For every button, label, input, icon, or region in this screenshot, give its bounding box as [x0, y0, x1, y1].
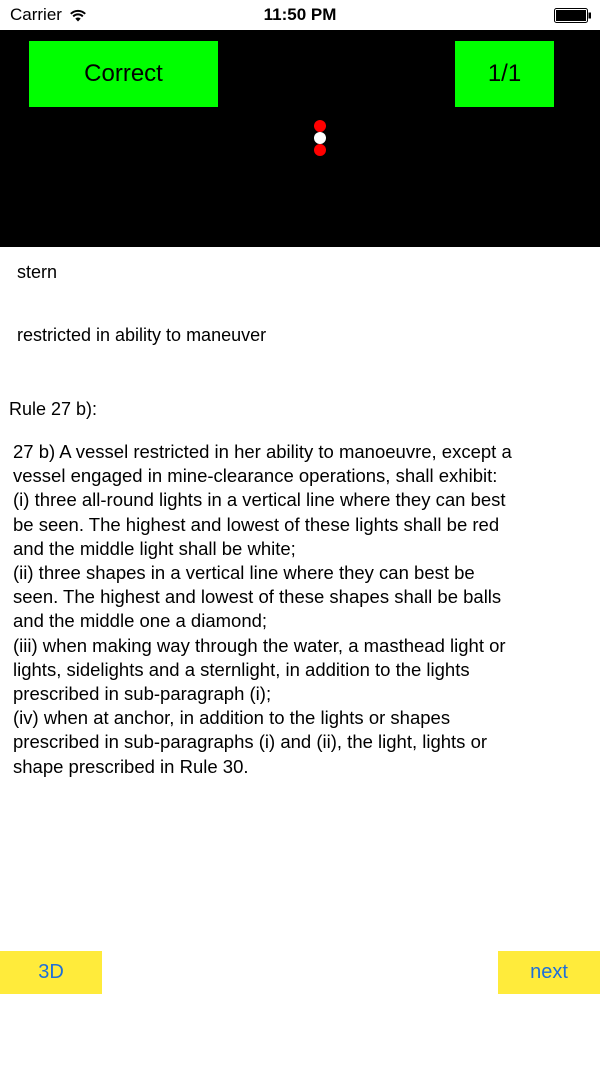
rule-line: prescribed in sub-paragraph (i); [13, 683, 272, 705]
scene-view [0, 30, 600, 247]
rule-line: prescribed in sub-paragraphs (i) and (ii), the light, lights or [13, 731, 488, 753]
aspect-label: stern [17, 262, 58, 282]
rule-line: lights, sidelights and a sternlight, in addition to the lights [13, 658, 470, 680]
rule-line: (iv) when at anchor, in addition to the lights or shapes [13, 707, 451, 729]
status-bar [0, 0, 600, 30]
bottom-red-light [314, 144, 326, 156]
rule-line: vessel engaged in mine-clearance operations, shall exhibit: [13, 465, 498, 487]
rule-line: (i) three all-round lights in a vertical line where they can best [13, 489, 506, 511]
rule-line: and the middle one a diamond; [13, 610, 268, 632]
counter-button[interactable]: 1/1 [455, 41, 554, 107]
rule-line: shape prescribed in Rule 30. [13, 755, 249, 777]
middle-white-light [314, 132, 326, 144]
rule-line: be seen. The highest and lowest of these lights shall be red [13, 513, 500, 535]
vessel-lights [314, 120, 326, 156]
top-red-light [314, 120, 326, 132]
3d-button[interactable]: 3D [0, 951, 102, 994]
next-button[interactable]: next [498, 951, 600, 994]
carrier-label: Carrier [10, 5, 62, 24]
rule-line: (iii) when making way through the water, a masthead light or [13, 634, 506, 656]
rule-line: 27 b) A vessel restricted in her ability to manoeuvre, except a [13, 441, 512, 462]
battery-icon [554, 8, 592, 23]
rule-heading: Rule 27 b): [9, 399, 98, 419]
rule-line: and the middle light shall be white; [13, 537, 296, 559]
rule-line: (ii) three shapes in a vertical line where they can best be [13, 562, 475, 584]
vessel-type-label: restricted in ability to maneuver [17, 325, 267, 345]
rule-line: seen. The highest and lowest of these shapes shall be balls [13, 586, 502, 608]
correct-button[interactable]: Correct [29, 41, 218, 107]
status-time: 11:50 PM [263, 5, 337, 24]
rule-text [13, 440, 593, 779]
